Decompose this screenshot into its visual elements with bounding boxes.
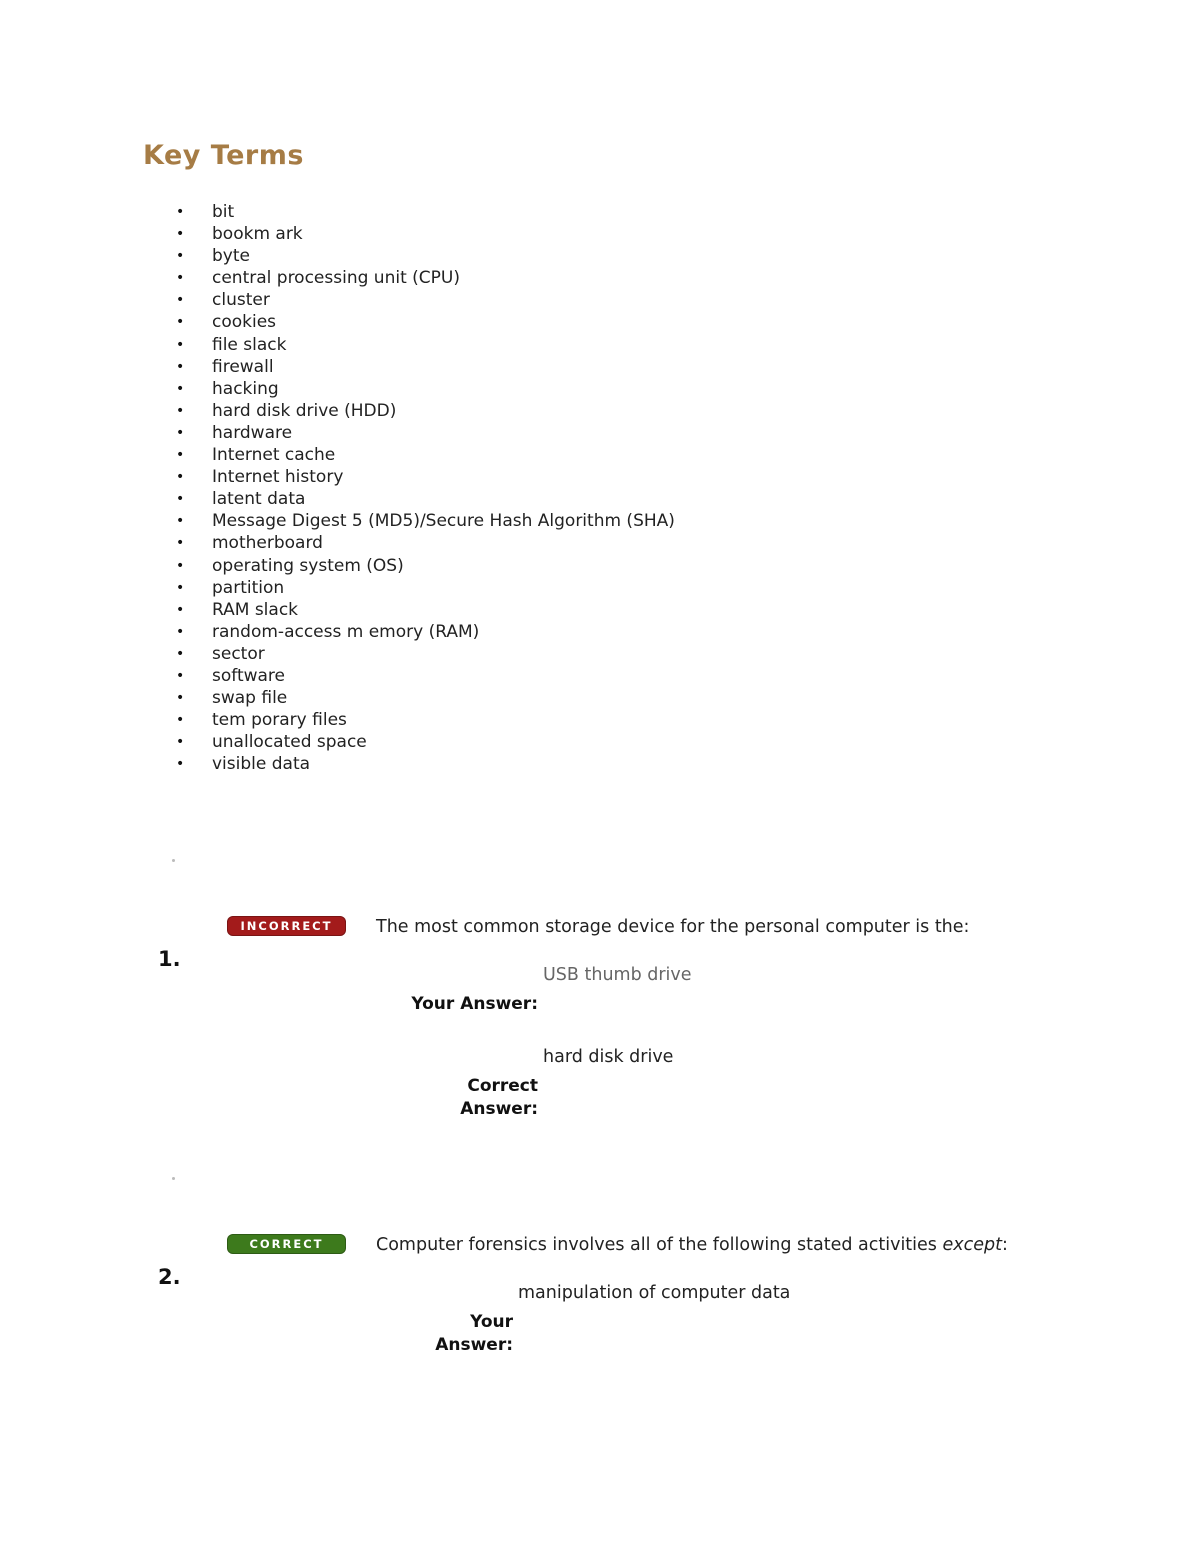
bullet-icon: • (176, 623, 185, 640)
term-label: RAM slack (212, 599, 299, 620)
term-label: firewall (212, 356, 274, 377)
question-number: 1. (158, 947, 181, 971)
list-item (172, 532, 675, 554)
term-label: random-access m emory (RAM) (212, 621, 480, 642)
bullet-icon: • (176, 601, 185, 618)
list-item (172, 245, 675, 267)
bullet-icon: • (176, 248, 185, 265)
list-item (172, 356, 675, 378)
bullet-icon: • (176, 513, 185, 530)
term-label: visible data (212, 754, 311, 775)
term-label: sector (212, 643, 265, 664)
bullet-icon: • (176, 380, 185, 397)
list-item (172, 311, 675, 333)
correct-answer-value: hard disk drive (543, 1047, 674, 1067)
bullet-icon: • (176, 645, 185, 662)
term-label: hardware (212, 422, 293, 443)
term-label: cluster (212, 290, 270, 311)
bullet-icon: • (176, 667, 185, 684)
list-item (172, 643, 675, 665)
list-item (172, 466, 675, 488)
list-item (172, 488, 675, 510)
bullet-icon: • (176, 469, 185, 486)
label-line: Your (470, 1312, 513, 1332)
page-title: Key Terms (143, 140, 304, 171)
bullet-icon: • (176, 447, 185, 464)
list-item (172, 422, 675, 444)
term-label: file slack (212, 334, 287, 355)
bullet-icon: • (176, 424, 185, 441)
list-item (172, 378, 675, 400)
list-item (172, 400, 675, 422)
list-item (172, 555, 675, 577)
label-line: Correct (467, 1076, 538, 1096)
term-label: byte (212, 246, 250, 267)
your-answer-label (435, 1311, 513, 1357)
term-label: partition (212, 577, 285, 598)
separator-dot (172, 1177, 175, 1180)
list-item (172, 510, 675, 532)
term-label: motherboard (212, 533, 323, 554)
key-terms-list (172, 201, 675, 775)
term-label: Message Digest 5 (MD5)/Secure Hash Algorithm (SHA) (212, 511, 675, 532)
term-label: hard disk drive (HDD) (212, 400, 397, 421)
term-label: software (212, 665, 286, 686)
list-item (172, 334, 675, 356)
bullet-icon: • (176, 734, 185, 751)
term-label: bit (212, 202, 235, 222)
bullet-icon: • (176, 535, 185, 552)
list-item (172, 577, 675, 599)
label-line: Answer: (460, 1099, 538, 1119)
bullet-icon: • (176, 358, 185, 375)
question-text-main: Computer forensics involves all of the following stated activities (376, 1235, 943, 1255)
term-label: cookies (212, 312, 277, 333)
list-item (172, 444, 675, 466)
term-label: hacking (212, 378, 279, 399)
term-label: swap file (212, 688, 288, 709)
your-answer-value: manipulation of computer data (518, 1283, 791, 1303)
bullet-icon: • (176, 402, 185, 419)
status-badge: CORRECT (227, 1234, 346, 1254)
list-item (172, 289, 675, 311)
list-item (172, 599, 675, 621)
list-item (172, 201, 675, 223)
question-text (376, 1235, 1008, 1255)
bullet-icon: • (176, 557, 185, 574)
term-label: Internet history (212, 467, 344, 488)
list-item (172, 687, 675, 709)
list-item (172, 223, 675, 245)
bullet-icon: • (176, 579, 185, 596)
question-text: The most common storage device for the personal computer is the: (376, 917, 970, 937)
your-answer-label: Your Answer: (411, 994, 538, 1014)
question-text-end: : (1001, 1235, 1008, 1255)
bullet-icon: • (176, 204, 185, 220)
term-label: tem porary files (212, 710, 347, 731)
bullet-icon: • (176, 270, 185, 287)
your-answer-value: USB thumb drive (543, 965, 692, 985)
term-label: bookm ark (212, 224, 303, 245)
term-label: operating system (OS) (212, 555, 404, 576)
bullet-icon: • (176, 491, 185, 508)
list-item (172, 267, 675, 289)
question-number: 2. (158, 1265, 181, 1289)
list-item (172, 621, 675, 643)
bullet-icon: • (176, 292, 185, 309)
list-item (172, 665, 675, 687)
term-label: unallocated space (212, 732, 367, 753)
bullet-icon: • (176, 226, 185, 243)
label-line: Answer: (435, 1335, 513, 1355)
separator-dot (172, 859, 175, 862)
term-label: Internet cache (212, 445, 336, 466)
bullet-icon: • (176, 690, 185, 707)
term-label: latent data (212, 489, 306, 510)
term-label: central processing unit (CPU) (212, 268, 460, 289)
bullet-icon: • (176, 756, 185, 773)
list-item (172, 753, 675, 775)
list-item (172, 709, 675, 731)
bullet-icon: • (176, 712, 185, 729)
correct-answer-label (460, 1075, 538, 1121)
status-badge: INCORRECT (227, 916, 346, 936)
bullet-icon: • (176, 336, 185, 353)
list-item (172, 731, 675, 753)
bullet-icon: • (176, 314, 185, 331)
question-text-emphasis: except (942, 1235, 1002, 1255)
